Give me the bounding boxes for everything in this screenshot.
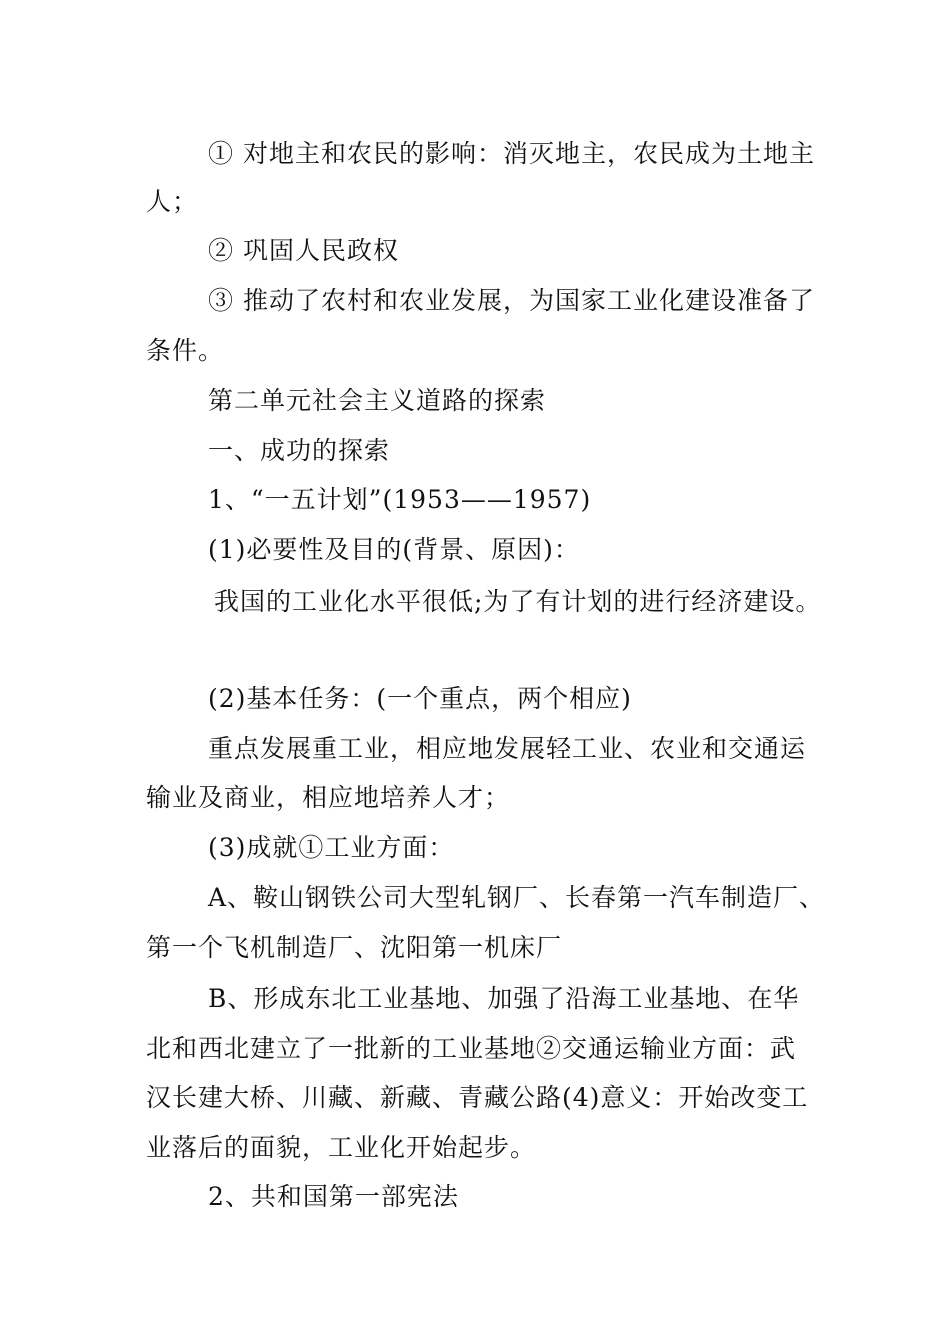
- text-line: B、形成东北工业基地、加强了沿海工业基地、在华: [208, 984, 800, 1013]
- text-line: (2)基本任务：(一个重点，两个相应): [208, 684, 632, 713]
- text-line: 输业及商业，相应地培养人才；: [146, 783, 511, 812]
- subsection-heading: 一、成功的探索: [208, 436, 391, 465]
- text-line: 业落后的面貌，工业化开始起步。: [146, 1133, 537, 1162]
- text-line: 人；: [146, 187, 199, 216]
- text-line: 北和西北建立了一批新的工业基地②交通运输业方面：武: [146, 1034, 797, 1063]
- text-line: ② 巩固人民政权: [208, 236, 399, 265]
- text-line: ① 对地主和农民的影响：消灭地主，农民成为土地主: [208, 139, 815, 168]
- text-line: 汉长建大桥、川藏、新藏、青藏公路(4)意义：开始改变工: [146, 1083, 809, 1112]
- item-heading: 2、共和国第一部宪法: [208, 1182, 459, 1211]
- section-heading: 第二单元社会主义道路的探索: [208, 386, 547, 415]
- text-line: 我国的工业化水平很低;为了有计划的进行经济建设。: [214, 587, 822, 616]
- text-line: 条件。: [146, 336, 225, 365]
- text-line: (1)必要性及目的(背景、原因)：: [208, 535, 580, 564]
- text-line: ③ 推动了农村和农业发展，为国家工业化建设准备了: [208, 286, 815, 315]
- text-line: 重点发展重工业，相应地发展轻工业、农业和交通运: [208, 734, 807, 763]
- item-heading: 1、“一五计划”(1953——1957): [208, 485, 592, 514]
- text-line: 第一个飞机制造厂、沈阳第一机床厂: [146, 933, 563, 962]
- text-line: (3)成就①工业方面：: [208, 833, 455, 862]
- text-line: A、鞍山钢铁公司大型轧钢厂、长春第一汽车制造厂、: [208, 883, 826, 912]
